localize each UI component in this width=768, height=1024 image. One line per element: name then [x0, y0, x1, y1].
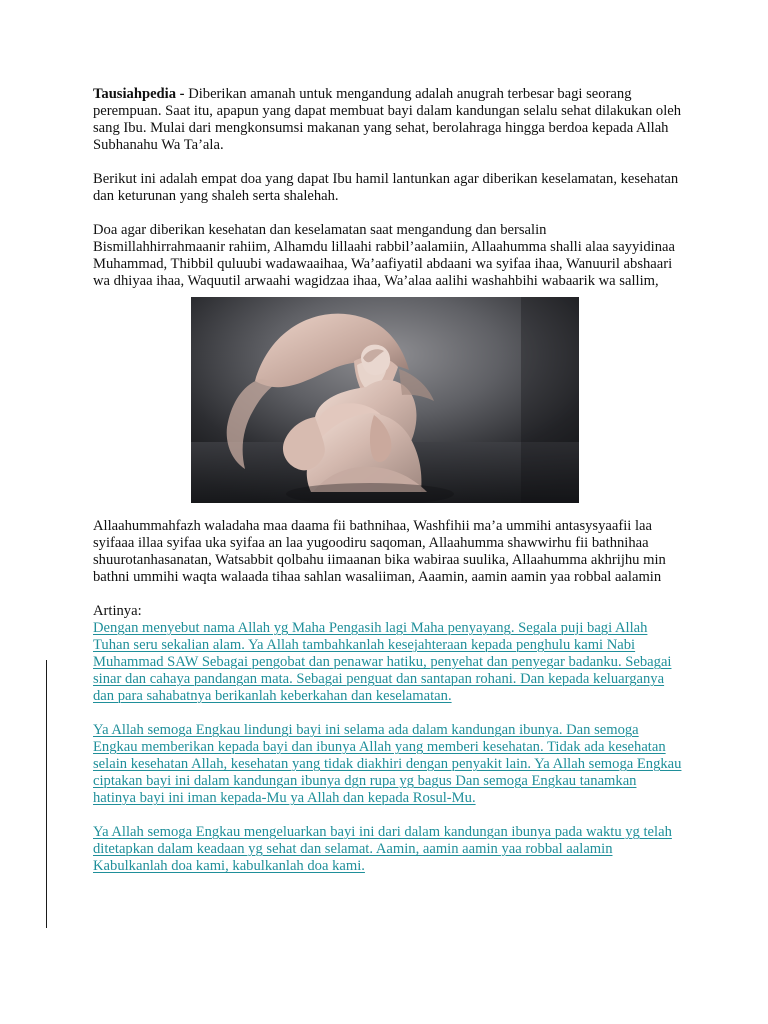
doa-text-1: Bismillahhirrahmaanir rahiim, Alhamdu lillaahi rabbil’aalamiin, Allaahumma shalli alaa sayyidinaa Muhammad, Thibbil quluubi wadawaaihaa, Wa’aafiyatil abdaani wa syifaa ihaa, Wanuuril abshaari wa dhiyaa ihaa, Waquutil arwaahi wagidzaa ihaa, Wa’alaa aalihi washahbihi wabaarik wa sallim, — [93, 239, 675, 289]
paragraph-2: Berikut ini adalah empat doa yang dapat Ibu hamil lantunkan agar diberikan keselamatan, kesehatan dan keturunan yang shaleh serta shalehah. — [93, 171, 679, 204]
paragraph-gap — [93, 205, 683, 222]
intro-paragraph — [93, 86, 683, 154]
paragraph-gap — [93, 807, 683, 824]
intro-body: Diberikan amanah untuk mengandung adalah anugrah terbesar bagi seorang perempuan. Saat itu, apapun yang dapat membuat bayi dalam kandungan selalu sehat dilakukan oleh sang Ibu. Mulai dari mengkonsumsi makanan yang sehat, berolahraga hingga berdoa kepada Allah Subhanahu Wa Ta’ala. — [93, 86, 682, 153]
intro-lead: Tausiahpedia - — [93, 86, 185, 102]
doa-text-2: Allaahummahfazh waladaha maa daama fii bathnihaa, Washfihii ma’a ummihi antasysyaafii laa syifaaa illaa syifaa uka syifaa an laa yugoodiru saqoman, Allaahumma shawwirhu fii bathnihaa shuurotanhasanatan, Watsabbit qolbahu iimaanan bika wabiraa suulika, Allaahumma akhrijhu min bathni ummihi waqta walaada tihaa sahlan wasaliiman, Aaamin, aamin aamin yaa robbal aalamin — [93, 518, 666, 585]
article-content — [93, 86, 683, 875]
artinya-label: Artinya: — [93, 603, 142, 619]
pregnant-woman-photo — [191, 297, 579, 503]
doa-title: Doa agar diberikan kesehatan dan keselamatan saat mengandung dan bersalin — [93, 222, 547, 238]
paragraph-gap — [93, 586, 683, 603]
paragraph-gap — [93, 705, 683, 722]
margin-line — [46, 660, 47, 928]
artinya-paragraph-2[interactable]: Ya Allah semoga Engkau lindungi bayi ini selama ada dalam kandungan ibunya. Dan semoga Engkau memberikan kepada bayi dan ibunya Allah yang memberi kesehatan. Tidak ada kesehatan selain kesehatan Allah, kesehatan yang tidak diakhiri dengan penyakit lain. Ya Allah semoga Engkau ciptakan bayi ini dalam kandungan ibunya dgn rupa yg bagus Dan semoga Engkau tanamkan hatinya bayi ini iman kepada-Mu ya Allah dan kepada Rosul-Mu. — [93, 722, 682, 806]
artinya-paragraph-3[interactable]: Ya Allah semoga Engkau mengeluarkan bayi ini dari dalam kandungan ibunya pada waktu yg telah ditetapkan dalam keadaan yg sehat dan selamat. Aamin, aamin aamin yaa robbal aalamin Kabulkanlah doa kami, kabulkanlah doa kami. — [93, 824, 672, 874]
artinya-paragraph-1[interactable]: Dengan menyebut nama Allah yg Maha Pengasih lagi Maha penyayang. Segala puji bagi Allah Tuhan seru sekalian alam. Ya Allah tambahkanlah kesejahteraan kepada penghulu kami Nabi Muhammad SAW Sebagai pengobat dan penawar hatiku, penyehat dan penyegar badanku. Sebagai sinar dan cahaya pandangan mata. Sebagai penguat dan santapan rohani. Dan kepada keluarganya dan para sahabatnya berikanlah keberkahan dan keselamatan. — [93, 620, 672, 704]
paragraph-gap — [93, 154, 683, 171]
